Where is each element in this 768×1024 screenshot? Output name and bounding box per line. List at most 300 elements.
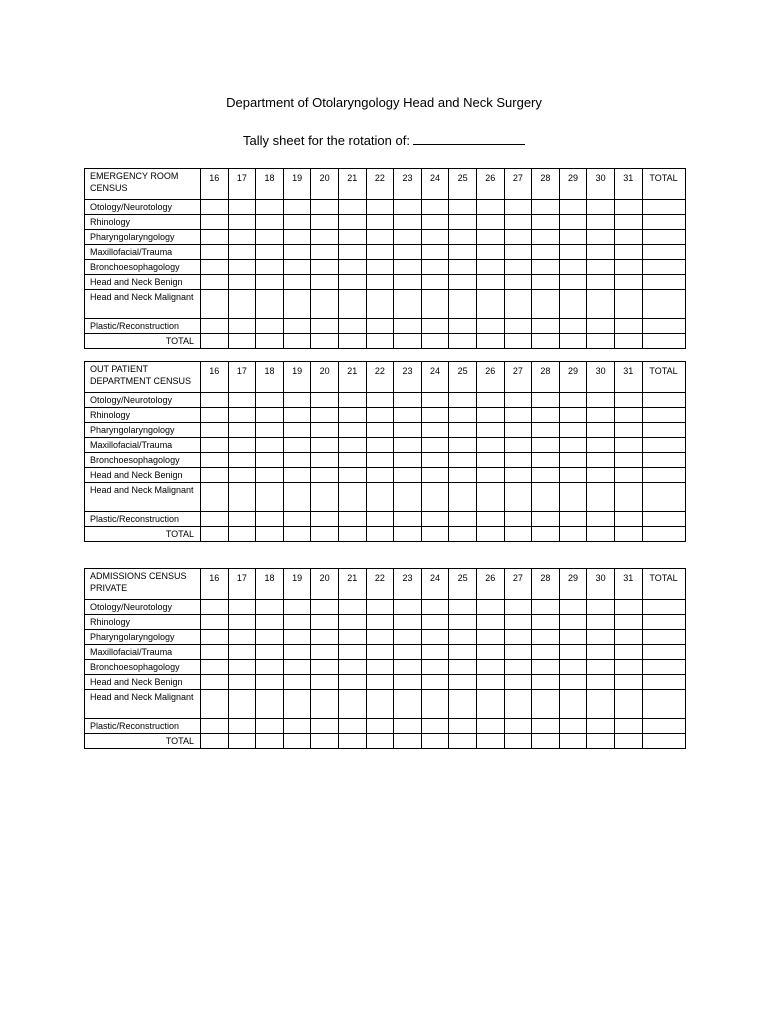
tally-cell[interactable] bbox=[283, 408, 311, 423]
tally-cell[interactable] bbox=[228, 423, 256, 438]
tally-cell[interactable] bbox=[311, 690, 339, 719]
tally-cell[interactable] bbox=[559, 468, 587, 483]
total-cell[interactable] bbox=[587, 527, 615, 542]
tally-cell[interactable] bbox=[256, 630, 284, 645]
tally-cell[interactable] bbox=[449, 512, 477, 527]
tally-cell[interactable] bbox=[256, 423, 284, 438]
tally-cell[interactable] bbox=[504, 438, 532, 453]
tally-cell[interactable] bbox=[642, 660, 685, 675]
tally-cell[interactable] bbox=[532, 438, 560, 453]
tally-cell[interactable] bbox=[311, 512, 339, 527]
total-cell[interactable] bbox=[338, 734, 366, 749]
tally-cell[interactable] bbox=[394, 615, 422, 630]
tally-cell[interactable] bbox=[642, 260, 685, 275]
tally-cell[interactable] bbox=[283, 719, 311, 734]
tally-cell[interactable] bbox=[394, 408, 422, 423]
tally-cell[interactable] bbox=[201, 719, 229, 734]
tally-cell[interactable] bbox=[394, 290, 422, 319]
tally-cell[interactable] bbox=[283, 290, 311, 319]
total-cell[interactable] bbox=[449, 734, 477, 749]
tally-cell[interactable] bbox=[338, 483, 366, 512]
tally-cell[interactable] bbox=[449, 630, 477, 645]
tally-cell[interactable] bbox=[587, 438, 615, 453]
tally-cell[interactable] bbox=[614, 600, 642, 615]
tally-cell[interactable] bbox=[476, 215, 504, 230]
tally-cell[interactable] bbox=[338, 468, 366, 483]
tally-cell[interactable] bbox=[421, 690, 449, 719]
total-cell[interactable] bbox=[311, 734, 339, 749]
tally-cell[interactable] bbox=[283, 675, 311, 690]
tally-cell[interactable] bbox=[366, 630, 394, 645]
tally-cell[interactable] bbox=[614, 275, 642, 290]
total-cell[interactable] bbox=[587, 734, 615, 749]
tally-cell[interactable] bbox=[228, 245, 256, 260]
tally-cell[interactable] bbox=[256, 512, 284, 527]
tally-cell[interactable] bbox=[476, 483, 504, 512]
tally-cell[interactable] bbox=[504, 275, 532, 290]
tally-cell[interactable] bbox=[421, 675, 449, 690]
tally-cell[interactable] bbox=[311, 438, 339, 453]
tally-cell[interactable] bbox=[394, 260, 422, 275]
tally-cell[interactable] bbox=[394, 483, 422, 512]
tally-cell[interactable] bbox=[256, 468, 284, 483]
tally-cell[interactable] bbox=[366, 245, 394, 260]
tally-cell[interactable] bbox=[614, 483, 642, 512]
tally-cell[interactable] bbox=[449, 438, 477, 453]
tally-cell[interactable] bbox=[476, 453, 504, 468]
tally-cell[interactable] bbox=[532, 393, 560, 408]
tally-cell[interactable] bbox=[421, 630, 449, 645]
tally-cell[interactable] bbox=[587, 260, 615, 275]
tally-cell[interactable] bbox=[283, 483, 311, 512]
tally-cell[interactable] bbox=[532, 512, 560, 527]
total-cell[interactable] bbox=[228, 334, 256, 349]
tally-cell[interactable] bbox=[559, 719, 587, 734]
tally-cell[interactable] bbox=[614, 290, 642, 319]
total-cell[interactable] bbox=[476, 527, 504, 542]
tally-cell[interactable] bbox=[587, 675, 615, 690]
tally-cell[interactable] bbox=[587, 600, 615, 615]
tally-cell[interactable] bbox=[228, 630, 256, 645]
tally-cell[interactable] bbox=[366, 675, 394, 690]
tally-cell[interactable] bbox=[642, 423, 685, 438]
tally-cell[interactable] bbox=[394, 512, 422, 527]
tally-cell[interactable] bbox=[283, 393, 311, 408]
total-cell[interactable] bbox=[311, 334, 339, 349]
tally-cell[interactable] bbox=[504, 675, 532, 690]
tally-cell[interactable] bbox=[366, 483, 394, 512]
tally-cell[interactable] bbox=[283, 245, 311, 260]
tally-cell[interactable] bbox=[532, 690, 560, 719]
tally-cell[interactable] bbox=[394, 438, 422, 453]
tally-cell[interactable] bbox=[311, 319, 339, 334]
tally-cell[interactable] bbox=[532, 483, 560, 512]
tally-cell[interactable] bbox=[256, 600, 284, 615]
tally-cell[interactable] bbox=[256, 200, 284, 215]
tally-cell[interactable] bbox=[338, 453, 366, 468]
tally-cell[interactable] bbox=[476, 245, 504, 260]
tally-cell[interactable] bbox=[476, 260, 504, 275]
tally-cell[interactable] bbox=[587, 290, 615, 319]
tally-cell[interactable] bbox=[283, 453, 311, 468]
tally-cell[interactable] bbox=[449, 453, 477, 468]
tally-cell[interactable] bbox=[228, 660, 256, 675]
tally-cell[interactable] bbox=[228, 675, 256, 690]
tally-cell[interactable] bbox=[394, 423, 422, 438]
tally-cell[interactable] bbox=[256, 438, 284, 453]
tally-cell[interactable] bbox=[614, 245, 642, 260]
total-cell[interactable] bbox=[228, 527, 256, 542]
tally-cell[interactable] bbox=[338, 275, 366, 290]
tally-cell[interactable] bbox=[614, 615, 642, 630]
tally-cell[interactable] bbox=[421, 319, 449, 334]
tally-cell[interactable] bbox=[449, 423, 477, 438]
tally-cell[interactable] bbox=[228, 438, 256, 453]
tally-cell[interactable] bbox=[642, 245, 685, 260]
tally-cell[interactable] bbox=[228, 230, 256, 245]
tally-cell[interactable] bbox=[449, 690, 477, 719]
tally-cell[interactable] bbox=[476, 290, 504, 319]
tally-cell[interactable] bbox=[559, 483, 587, 512]
tally-cell[interactable] bbox=[614, 438, 642, 453]
tally-cell[interactable] bbox=[587, 719, 615, 734]
tally-cell[interactable] bbox=[449, 615, 477, 630]
tally-cell[interactable] bbox=[476, 408, 504, 423]
total-cell[interactable] bbox=[366, 734, 394, 749]
tally-cell[interactable] bbox=[201, 438, 229, 453]
total-cell[interactable] bbox=[256, 527, 284, 542]
tally-cell[interactable] bbox=[559, 393, 587, 408]
tally-cell[interactable] bbox=[311, 230, 339, 245]
tally-cell[interactable] bbox=[559, 260, 587, 275]
tally-cell[interactable] bbox=[256, 483, 284, 512]
tally-cell[interactable] bbox=[587, 275, 615, 290]
tally-cell[interactable] bbox=[642, 719, 685, 734]
tally-cell[interactable] bbox=[201, 600, 229, 615]
tally-cell[interactable] bbox=[338, 512, 366, 527]
tally-cell[interactable] bbox=[283, 645, 311, 660]
tally-cell[interactable] bbox=[366, 512, 394, 527]
tally-cell[interactable] bbox=[614, 200, 642, 215]
tally-cell[interactable] bbox=[476, 615, 504, 630]
tally-cell[interactable] bbox=[338, 200, 366, 215]
tally-cell[interactable] bbox=[228, 645, 256, 660]
tally-cell[interactable] bbox=[587, 512, 615, 527]
tally-cell[interactable] bbox=[642, 319, 685, 334]
tally-cell[interactable] bbox=[338, 260, 366, 275]
tally-cell[interactable] bbox=[504, 319, 532, 334]
tally-cell[interactable] bbox=[228, 615, 256, 630]
tally-cell[interactable] bbox=[256, 660, 284, 675]
tally-cell[interactable] bbox=[559, 245, 587, 260]
tally-cell[interactable] bbox=[366, 290, 394, 319]
tally-cell[interactable] bbox=[366, 468, 394, 483]
tally-cell[interactable] bbox=[283, 319, 311, 334]
tally-cell[interactable] bbox=[559, 275, 587, 290]
tally-cell[interactable] bbox=[421, 393, 449, 408]
tally-cell[interactable] bbox=[283, 438, 311, 453]
rotation-blank-line[interactable] bbox=[413, 132, 525, 145]
tally-cell[interactable] bbox=[421, 245, 449, 260]
tally-cell[interactable] bbox=[449, 290, 477, 319]
total-cell[interactable] bbox=[614, 334, 642, 349]
total-cell[interactable] bbox=[642, 527, 685, 542]
tally-cell[interactable] bbox=[614, 630, 642, 645]
tally-cell[interactable] bbox=[559, 690, 587, 719]
tally-cell[interactable] bbox=[642, 230, 685, 245]
tally-cell[interactable] bbox=[283, 630, 311, 645]
total-cell[interactable] bbox=[421, 527, 449, 542]
tally-cell[interactable] bbox=[201, 615, 229, 630]
tally-cell[interactable] bbox=[394, 600, 422, 615]
tally-cell[interactable] bbox=[559, 290, 587, 319]
tally-cell[interactable] bbox=[532, 453, 560, 468]
tally-cell[interactable] bbox=[587, 645, 615, 660]
total-cell[interactable] bbox=[614, 527, 642, 542]
tally-cell[interactable] bbox=[504, 690, 532, 719]
tally-cell[interactable] bbox=[421, 453, 449, 468]
tally-cell[interactable] bbox=[449, 660, 477, 675]
tally-cell[interactable] bbox=[532, 230, 560, 245]
tally-cell[interactable] bbox=[449, 600, 477, 615]
tally-cell[interactable] bbox=[642, 615, 685, 630]
total-cell[interactable] bbox=[559, 734, 587, 749]
total-cell[interactable] bbox=[614, 734, 642, 749]
tally-cell[interactable] bbox=[366, 260, 394, 275]
tally-cell[interactable] bbox=[201, 645, 229, 660]
total-cell[interactable] bbox=[201, 527, 229, 542]
tally-cell[interactable] bbox=[476, 600, 504, 615]
tally-cell[interactable] bbox=[311, 630, 339, 645]
tally-cell[interactable] bbox=[201, 483, 229, 512]
tally-cell[interactable] bbox=[366, 660, 394, 675]
tally-cell[interactable] bbox=[642, 453, 685, 468]
tally-cell[interactable] bbox=[366, 319, 394, 334]
tally-cell[interactable] bbox=[283, 468, 311, 483]
total-cell[interactable] bbox=[449, 527, 477, 542]
tally-cell[interactable] bbox=[587, 453, 615, 468]
tally-cell[interactable] bbox=[228, 600, 256, 615]
total-cell[interactable] bbox=[311, 527, 339, 542]
tally-cell[interactable] bbox=[559, 630, 587, 645]
tally-cell[interactable] bbox=[504, 453, 532, 468]
tally-cell[interactable] bbox=[449, 260, 477, 275]
tally-cell[interactable] bbox=[476, 319, 504, 334]
tally-cell[interactable] bbox=[311, 290, 339, 319]
tally-cell[interactable] bbox=[311, 483, 339, 512]
tally-cell[interactable] bbox=[366, 719, 394, 734]
tally-cell[interactable] bbox=[559, 600, 587, 615]
tally-cell[interactable] bbox=[256, 615, 284, 630]
tally-cell[interactable] bbox=[201, 675, 229, 690]
tally-cell[interactable] bbox=[449, 393, 477, 408]
tally-cell[interactable] bbox=[228, 215, 256, 230]
tally-cell[interactable] bbox=[614, 408, 642, 423]
tally-cell[interactable] bbox=[256, 645, 284, 660]
tally-cell[interactable] bbox=[587, 615, 615, 630]
tally-cell[interactable] bbox=[559, 230, 587, 245]
tally-cell[interactable] bbox=[642, 630, 685, 645]
tally-cell[interactable] bbox=[559, 319, 587, 334]
tally-cell[interactable] bbox=[421, 512, 449, 527]
total-cell[interactable] bbox=[201, 734, 229, 749]
tally-cell[interactable] bbox=[559, 660, 587, 675]
tally-cell[interactable] bbox=[421, 408, 449, 423]
tally-cell[interactable] bbox=[614, 453, 642, 468]
tally-cell[interactable] bbox=[394, 319, 422, 334]
tally-cell[interactable] bbox=[559, 438, 587, 453]
tally-cell[interactable] bbox=[394, 645, 422, 660]
tally-cell[interactable] bbox=[283, 423, 311, 438]
tally-cell[interactable] bbox=[338, 393, 366, 408]
tally-cell[interactable] bbox=[504, 483, 532, 512]
total-cell[interactable] bbox=[642, 734, 685, 749]
tally-cell[interactable] bbox=[338, 423, 366, 438]
tally-cell[interactable] bbox=[476, 438, 504, 453]
tally-cell[interactable] bbox=[559, 200, 587, 215]
tally-cell[interactable] bbox=[366, 215, 394, 230]
tally-cell[interactable] bbox=[532, 719, 560, 734]
tally-cell[interactable] bbox=[394, 275, 422, 290]
tally-cell[interactable] bbox=[421, 719, 449, 734]
tally-cell[interactable] bbox=[559, 453, 587, 468]
tally-cell[interactable] bbox=[283, 200, 311, 215]
tally-cell[interactable] bbox=[201, 215, 229, 230]
tally-cell[interactable] bbox=[366, 615, 394, 630]
tally-cell[interactable] bbox=[228, 200, 256, 215]
tally-cell[interactable] bbox=[283, 230, 311, 245]
tally-cell[interactable] bbox=[201, 512, 229, 527]
tally-cell[interactable] bbox=[532, 468, 560, 483]
tally-cell[interactable] bbox=[394, 675, 422, 690]
tally-cell[interactable] bbox=[504, 393, 532, 408]
tally-cell[interactable] bbox=[449, 200, 477, 215]
tally-cell[interactable] bbox=[394, 468, 422, 483]
tally-cell[interactable] bbox=[559, 512, 587, 527]
tally-cell[interactable] bbox=[256, 215, 284, 230]
tally-cell[interactable] bbox=[338, 408, 366, 423]
tally-cell[interactable] bbox=[228, 260, 256, 275]
tally-cell[interactable] bbox=[476, 393, 504, 408]
tally-cell[interactable] bbox=[532, 245, 560, 260]
tally-cell[interactable] bbox=[559, 423, 587, 438]
tally-cell[interactable] bbox=[532, 275, 560, 290]
tally-cell[interactable] bbox=[476, 645, 504, 660]
tally-cell[interactable] bbox=[228, 512, 256, 527]
total-cell[interactable] bbox=[394, 334, 422, 349]
tally-cell[interactable] bbox=[421, 483, 449, 512]
tally-cell[interactable] bbox=[228, 690, 256, 719]
tally-cell[interactable] bbox=[228, 393, 256, 408]
tally-cell[interactable] bbox=[228, 453, 256, 468]
tally-cell[interactable] bbox=[504, 215, 532, 230]
tally-cell[interactable] bbox=[476, 275, 504, 290]
tally-cell[interactable] bbox=[283, 600, 311, 615]
tally-cell[interactable] bbox=[394, 230, 422, 245]
tally-cell[interactable] bbox=[256, 260, 284, 275]
tally-cell[interactable] bbox=[201, 230, 229, 245]
tally-cell[interactable] bbox=[338, 719, 366, 734]
tally-cell[interactable] bbox=[642, 408, 685, 423]
tally-cell[interactable] bbox=[366, 230, 394, 245]
tally-cell[interactable] bbox=[476, 660, 504, 675]
tally-cell[interactable] bbox=[559, 645, 587, 660]
tally-cell[interactable] bbox=[504, 423, 532, 438]
tally-cell[interactable] bbox=[587, 630, 615, 645]
total-cell[interactable] bbox=[532, 334, 560, 349]
tally-cell[interactable] bbox=[504, 600, 532, 615]
total-cell[interactable] bbox=[587, 334, 615, 349]
tally-cell[interactable] bbox=[311, 245, 339, 260]
tally-cell[interactable] bbox=[587, 230, 615, 245]
total-cell[interactable] bbox=[559, 334, 587, 349]
total-cell[interactable] bbox=[476, 334, 504, 349]
tally-cell[interactable] bbox=[587, 423, 615, 438]
total-cell[interactable] bbox=[532, 734, 560, 749]
total-cell[interactable] bbox=[421, 734, 449, 749]
tally-cell[interactable] bbox=[283, 275, 311, 290]
tally-cell[interactable] bbox=[449, 215, 477, 230]
tally-cell[interactable] bbox=[311, 660, 339, 675]
tally-cell[interactable] bbox=[201, 319, 229, 334]
tally-cell[interactable] bbox=[366, 408, 394, 423]
tally-cell[interactable] bbox=[532, 215, 560, 230]
tally-cell[interactable] bbox=[366, 690, 394, 719]
tally-cell[interactable] bbox=[366, 275, 394, 290]
tally-cell[interactable] bbox=[311, 200, 339, 215]
tally-cell[interactable] bbox=[532, 600, 560, 615]
tally-cell[interactable] bbox=[311, 275, 339, 290]
tally-cell[interactable] bbox=[504, 468, 532, 483]
tally-cell[interactable] bbox=[421, 260, 449, 275]
tally-cell[interactable] bbox=[394, 690, 422, 719]
tally-cell[interactable] bbox=[283, 615, 311, 630]
tally-cell[interactable] bbox=[366, 600, 394, 615]
total-cell[interactable] bbox=[366, 334, 394, 349]
tally-cell[interactable] bbox=[532, 615, 560, 630]
tally-cell[interactable] bbox=[476, 630, 504, 645]
tally-cell[interactable] bbox=[421, 230, 449, 245]
tally-cell[interactable] bbox=[311, 453, 339, 468]
tally-cell[interactable] bbox=[421, 200, 449, 215]
tally-cell[interactable] bbox=[449, 319, 477, 334]
tally-cell[interactable] bbox=[338, 615, 366, 630]
tally-cell[interactable] bbox=[366, 453, 394, 468]
tally-cell[interactable] bbox=[256, 453, 284, 468]
tally-cell[interactable] bbox=[587, 690, 615, 719]
tally-cell[interactable] bbox=[614, 675, 642, 690]
tally-cell[interactable] bbox=[504, 645, 532, 660]
tally-cell[interactable] bbox=[614, 215, 642, 230]
tally-cell[interactable] bbox=[283, 260, 311, 275]
tally-cell[interactable] bbox=[587, 215, 615, 230]
tally-cell[interactable] bbox=[228, 483, 256, 512]
total-cell[interactable] bbox=[504, 527, 532, 542]
tally-cell[interactable] bbox=[394, 719, 422, 734]
tally-cell[interactable] bbox=[421, 645, 449, 660]
tally-cell[interactable] bbox=[394, 453, 422, 468]
tally-cell[interactable] bbox=[587, 245, 615, 260]
tally-cell[interactable] bbox=[311, 393, 339, 408]
tally-cell[interactable] bbox=[504, 615, 532, 630]
tally-cell[interactable] bbox=[421, 660, 449, 675]
total-cell[interactable] bbox=[283, 734, 311, 749]
total-cell[interactable] bbox=[476, 734, 504, 749]
tally-cell[interactable] bbox=[476, 468, 504, 483]
tally-cell[interactable] bbox=[394, 245, 422, 260]
tally-cell[interactable] bbox=[256, 290, 284, 319]
tally-cell[interactable] bbox=[504, 245, 532, 260]
